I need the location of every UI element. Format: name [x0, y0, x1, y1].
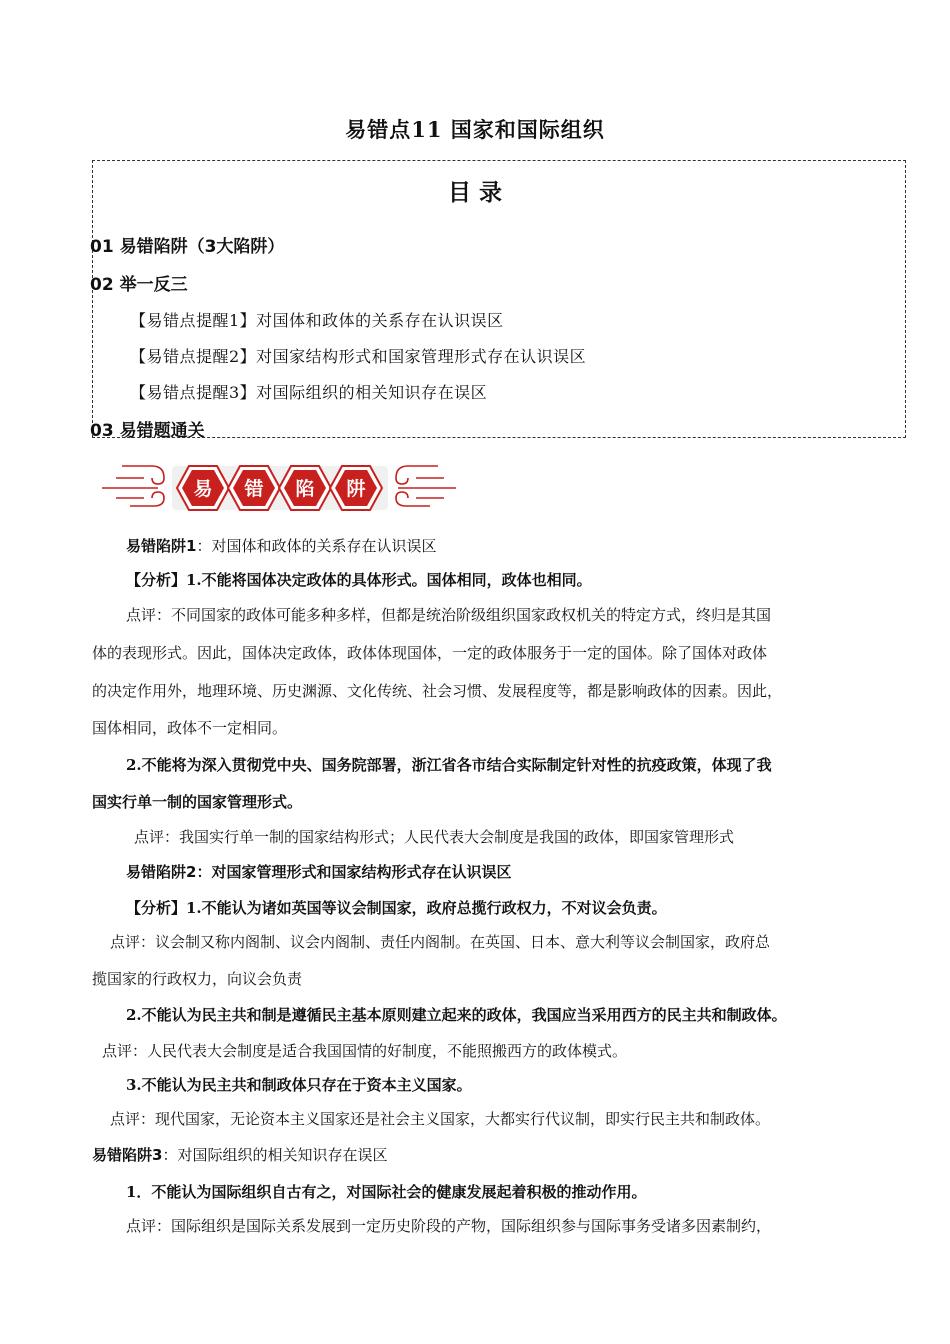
banner-char-1: 易	[193, 478, 213, 500]
comment1-line-3: 的决定作用外，地理环境、历史渊源、文化传统、社会习惯、发展程度等，都是影响政体的因素。因此，	[92, 682, 783, 700]
comment1-line-4: 国体相同，政体不一定相同。	[92, 719, 288, 737]
point4: 3.不能认为民主共和制政体只存在于资本主义国家。	[126, 1076, 472, 1094]
section-banner	[100, 456, 460, 520]
point2-line-2: 国实行单一制的国家管理形式。	[92, 793, 303, 811]
trap1-label: 易错陷阱1	[126, 537, 197, 555]
trap2-label: 易错陷阱2	[126, 863, 197, 881]
trap2-text: ：对国家管理形式和国家结构形式存在认识误区	[196, 863, 512, 881]
point3: 2.不能认为民主共和制是遵循民主基本原则建立起来的政体，我国应当采用西方的民主共和制政体。	[126, 1006, 787, 1024]
comment3-line-1: 点评：议会制又称内阁制、议会内阁制、责任内阁制。在英国、日本、意大利等议会制国家，政府总	[110, 933, 771, 951]
banner-char-3: 陷	[295, 478, 315, 500]
comment2: 点评：我国实行单一制的国家结构形式；人民代表大会制度是我国的政体，即国家管理形式	[134, 828, 735, 846]
toc-reminder-3[interactable]: 【易错点提醒3】对国际组织的相关知识存在误区	[130, 383, 488, 402]
comment5: 点评：现代国家，无论资本主义国家还是社会主义国家，大都实行代议制，即实行民主共和制政体。	[110, 1110, 771, 1128]
toc-section-1[interactable]: 01 易错陷阱（3大陷阱）	[90, 237, 285, 257]
toc-reminder-1[interactable]: 【易错点提醒1】对国体和政体的关系存在认识误区	[130, 311, 504, 330]
banner-char-2: 错	[244, 478, 264, 500]
banner-char-4: 阱	[346, 478, 366, 500]
trap3-line	[92, 1144, 387, 1165]
comment6: 点评：国际组织是国际关系发展到一定历史阶段的产物，国际组织参与国际事务受诸多因素制约，	[126, 1217, 772, 1235]
comment4: 点评：人民代表大会制度是适合我国国情的好制度，不能照搬西方的政体模式。	[102, 1042, 628, 1060]
document-title: 易错点11 国家和国际组织	[345, 117, 605, 142]
left-ornament-icon	[102, 466, 164, 506]
comment1-line-2: 体的表现形式。因此，国体决定政体，政体体现国体，一定的政体服务于一定的国体。除了国体对政体	[92, 644, 768, 662]
comment3-line-2: 揽国家的行政权力，向议会负责	[92, 970, 303, 988]
trap2-line	[126, 861, 511, 882]
trap3-label: 易错陷阱3	[92, 1146, 163, 1164]
analysis1: 【分析】1.不能将国体决定政体的具体形式。国体相同，政体也相同。	[126, 571, 592, 589]
toc-section-3[interactable]: 03 易错题通关	[90, 421, 205, 441]
trap1-line	[126, 535, 436, 556]
trap3-text: ：对国际组织的相关知识存在误区	[162, 1146, 388, 1164]
right-ornament-icon	[396, 466, 456, 506]
analysis2: 【分析】1.不能认为诸如英国等议会制国家，政府总揽行政权力，不对议会负责。	[126, 899, 667, 917]
trap1-text: ：对国体和政体的关系存在认识误区	[196, 537, 437, 555]
toc-section-2[interactable]: 02 举一反三	[90, 275, 188, 295]
toc-reminder-2[interactable]: 【易错点提醒2】对国家结构形式和国家管理形式存在认识误区	[130, 347, 587, 366]
toc-heading: 目 录	[447, 180, 502, 206]
point5: 1．不能认为国际组织自古有之，对国际社会的健康发展起着积极的推动作用。	[126, 1183, 647, 1201]
point2-line-1: 2.不能将为深入贯彻党中央、国务院部署，浙江省各市结合实际制定针对性的抗疫政策，体现了我	[126, 756, 772, 774]
comment1-line-1: 点评：不同国家的政体可能多种多样，但都是统治阶级组织国家政权机关的特定方式，终归是其国	[126, 606, 772, 624]
